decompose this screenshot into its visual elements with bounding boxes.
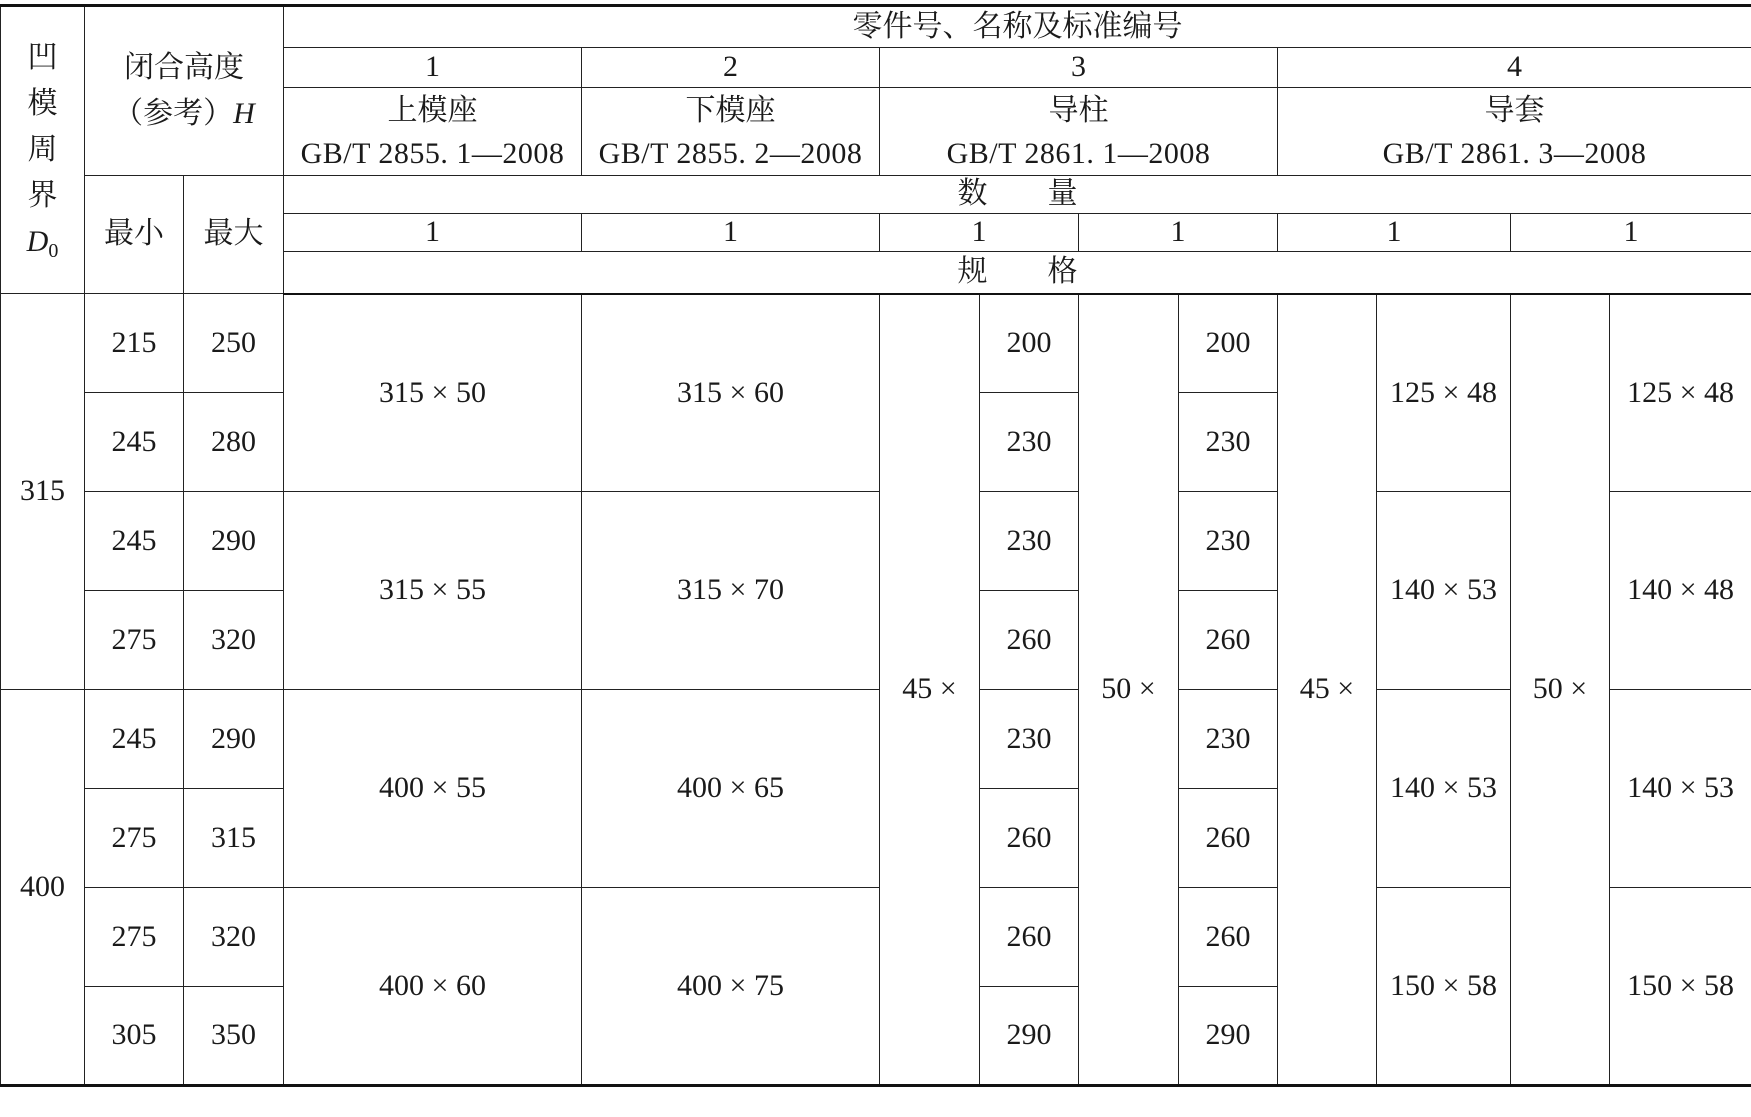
lower-die-seat-spec: 400 × 65 [582,690,880,888]
guide-bush-a-spec: 150 × 58 [1377,888,1511,1086]
guide-post-a-length: 230 [980,492,1079,591]
quantity-label: 数 量 [284,176,1751,214]
part-number: 4 [1278,48,1751,88]
min-height: 305 [85,987,184,1086]
closed-height-ref: （参考） [113,97,234,130]
guide-bush-a-diameter: 45 × [1278,294,1377,1086]
part-standard: GB/T 2861. 1—2008 [880,134,1278,176]
die-perimeter-char: 凹 [27,41,58,74]
part-number: 1 [284,48,582,88]
max-height: 320 [184,591,284,690]
part-name: 导套 [1278,88,1751,134]
die-perimeter-char: 模 [27,87,58,120]
guide-bush-b-diameter: 50 × [1511,294,1610,1086]
die-perimeter-value: 400 [1,690,85,1086]
max-height: 290 [184,492,284,591]
quantity-value: 1 [1278,214,1511,252]
die-perimeter-symbol-letter: D [26,225,49,258]
die-perimeter-char: 周 [27,133,58,166]
min-height: 215 [85,294,184,393]
upper-die-seat-spec: 400 × 60 [284,888,582,1086]
guide-post-b-diameter: 50 × [1079,294,1179,1086]
quantity-value: 1 [284,214,582,252]
min-height: 245 [85,690,184,789]
guide-post-a-length: 260 [980,888,1079,987]
part-name: 下模座 [582,88,880,134]
quantity-value: 1 [880,214,1079,252]
die-perimeter-symbol [1,219,84,265]
min-height: 275 [85,591,184,690]
min-height: 275 [85,888,184,987]
part-standard: GB/T 2855. 1—2008 [284,134,582,176]
guide-bush-b-spec: 150 × 58 [1610,888,1751,1086]
guide-post-b-length: 260 [1179,789,1278,888]
guide-post-b-length: 230 [1179,393,1278,492]
upper-die-seat-spec: 400 × 55 [284,690,582,888]
spec-label: 规 格 [284,252,1751,294]
lower-die-seat-spec: 315 × 60 [582,294,880,492]
part-name: 上模座 [284,88,582,134]
max-height-header: 最大 [184,176,284,294]
guide-post-b-length: 290 [1179,987,1278,1086]
part-standard: GB/T 2855. 2—2008 [582,134,880,176]
guide-post-b-length: 230 [1179,690,1278,789]
lower-die-seat-spec: 400 × 75 [582,888,880,1086]
guide-post-a-length: 200 [980,294,1079,393]
guide-post-b-length: 260 [1179,591,1278,690]
max-height: 350 [184,987,284,1086]
closed-height-header [85,6,284,176]
guide-bush-b-spec: 140 × 48 [1610,492,1751,690]
closed-height-line1: 闭合高度 [124,51,244,84]
quantity-value: 1 [582,214,880,252]
part-number: 3 [880,48,1278,88]
guide-post-a-length: 260 [980,591,1079,690]
quantity-value: 1 [1079,214,1278,252]
part-number: 2 [582,48,880,88]
parts-title: 零件号、名称及标准编号 [284,6,1751,48]
lower-die-seat-spec: 315 × 70 [582,492,880,690]
guide-post-a-length: 260 [980,789,1079,888]
part-name: 导柱 [880,88,1278,134]
guide-bush-a-spec: 125 × 48 [1377,294,1511,492]
guide-post-a-diameter: 45 × [880,294,980,1086]
guide-bush-a-spec: 140 × 53 [1377,492,1511,690]
guide-bush-b-spec: 125 × 48 [1610,294,1751,492]
guide-post-b-length: 230 [1179,492,1278,591]
upper-die-seat-spec: 315 × 55 [284,492,582,690]
guide-post-a-length: 290 [980,987,1079,1086]
guide-post-b-length: 260 [1179,888,1278,987]
part-standard: GB/T 2861. 3—2008 [1278,134,1751,176]
max-height: 280 [184,393,284,492]
closed-height-symbol: H [233,97,255,130]
max-height: 290 [184,690,284,789]
upper-die-seat-spec: 315 × 50 [284,294,582,492]
die-perimeter-header [1,6,85,294]
die-perimeter-char: 界 [27,179,58,212]
min-height-header: 最小 [85,176,184,294]
min-height: 245 [85,492,184,591]
guide-post-b-length: 200 [1179,294,1278,393]
closed-height-line2 [85,91,283,137]
min-height: 245 [85,393,184,492]
guide-bush-a-spec: 140 × 53 [1377,690,1511,888]
max-height: 315 [184,789,284,888]
die-perimeter-subscript: 0 [48,240,59,262]
guide-post-a-length: 230 [980,690,1079,789]
quantity-value: 1 [1511,214,1751,252]
die-set-spec-table [0,4,1751,1087]
max-height: 320 [184,888,284,987]
guide-bush-b-spec: 140 × 53 [1610,690,1751,888]
max-height: 250 [184,294,284,393]
guide-post-a-length: 230 [980,393,1079,492]
die-perimeter-value: 315 [1,294,85,690]
min-height: 275 [85,789,184,888]
